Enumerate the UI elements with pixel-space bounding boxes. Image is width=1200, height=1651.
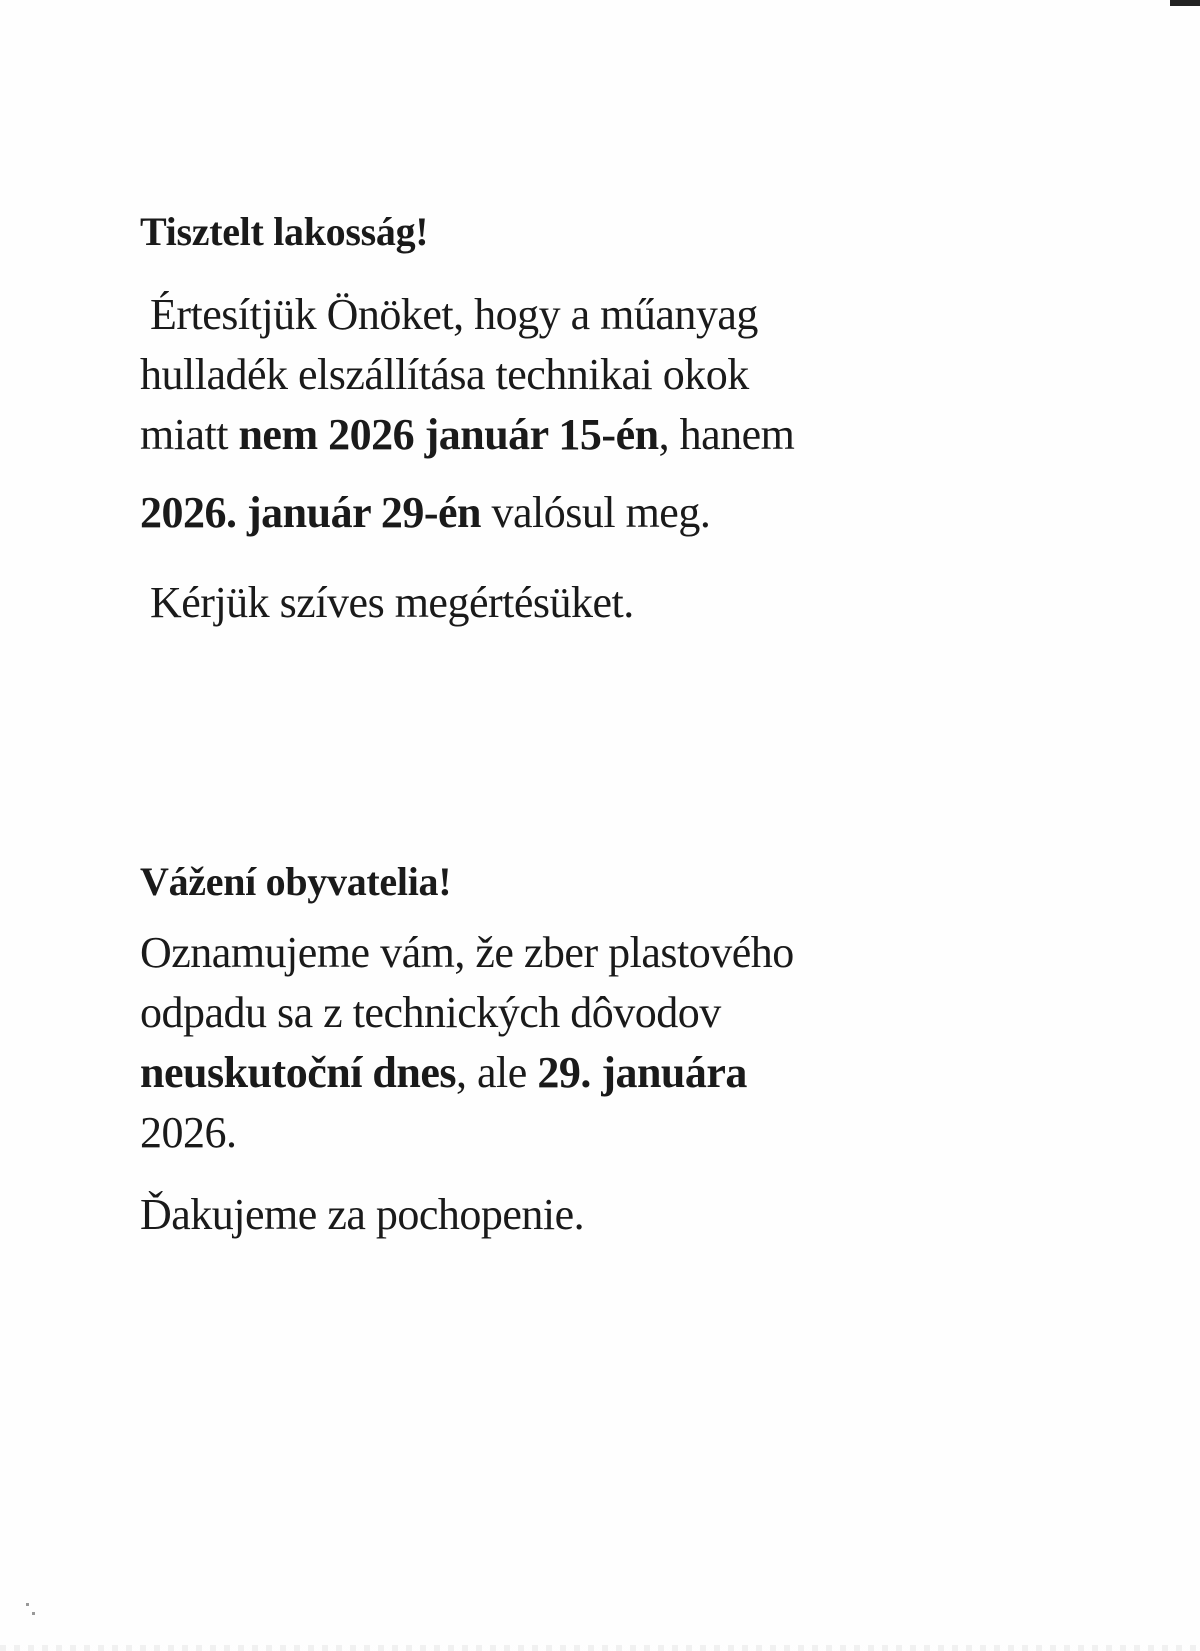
notice-text: Oznamujeme vám, že zber plastového (140, 928, 794, 977)
notice-line (150, 285, 1010, 345)
notice-text: , hanem (658, 410, 795, 459)
notice-line (140, 983, 1000, 1043)
greeting-heading-hungarian: Tisztelt lakosság! (140, 209, 429, 254)
closing-line-slovak: Ďakujeme za pochopenie. (140, 1190, 585, 1239)
notice-text: valósul meg. (480, 488, 711, 537)
greeting-heading-slovak: Vážení obyvatelia! (140, 859, 452, 904)
notice-text: 2026. (140, 1108, 237, 1157)
notice-line (140, 923, 1000, 983)
closing-line-hungarian: Kérjük szíves megértésüket. (150, 578, 634, 627)
scan-artifact-dot (26, 1603, 29, 1606)
notice-text: miatt (140, 410, 239, 459)
notice-line (140, 345, 1000, 405)
notice-line (140, 1043, 1000, 1103)
notice-text: odpadu sa z technických dôvodov (140, 988, 721, 1037)
notice-text: hulladék elszállítása technikai okok (140, 350, 749, 399)
new-date-emphasis: 2026. január 29-én (140, 488, 481, 537)
notice-text: , ale (456, 1048, 538, 1097)
notice-line (140, 483, 1000, 543)
scan-artifact-mark (1170, 0, 1200, 6)
notice-line (140, 405, 1000, 465)
new-date-emphasis: 29. januára (537, 1048, 747, 1097)
original-date-emphasis: nem 2026 január 15-én (238, 410, 659, 459)
scan-artifact-edge (0, 1645, 1200, 1651)
cancellation-emphasis: neuskutoční dnes (140, 1048, 457, 1097)
notice-line (140, 1103, 1000, 1163)
scan-artifact-dot (32, 1612, 35, 1615)
notice-text: Értesítjük Önöket, hogy a műanyag (150, 290, 758, 339)
